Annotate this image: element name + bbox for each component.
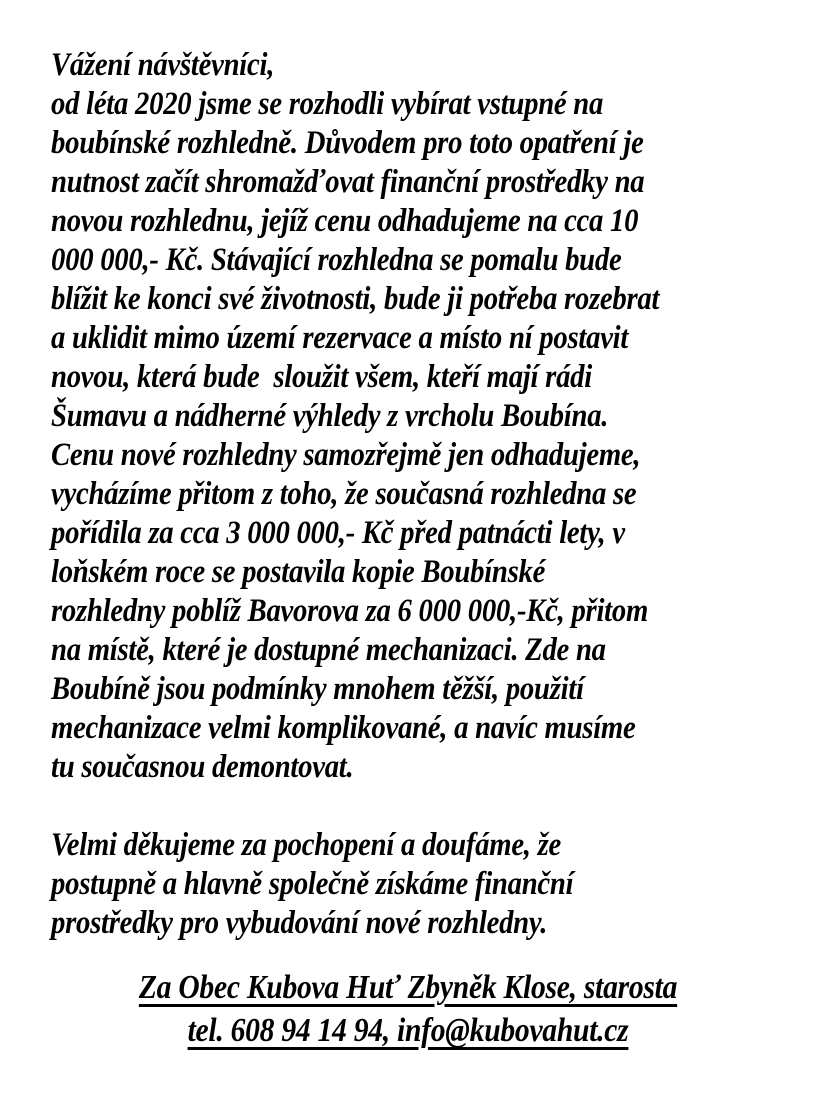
body-text-line: 000 000,- Kč. Stávající rozhledna se pomalu bude: [51, 242, 622, 278]
body-text-line: Šumavu a nádherné výhledy z vrcholu Boubína.: [51, 398, 609, 434]
body-text-line: nutnost začít shromažďovat finanční prostředky na: [51, 164, 645, 200]
signature-line: Za Obec Kubova Huť Zbyněk Klose, starosta: [138, 969, 678, 1006]
body-text-line: novou rozhlednu, jejíž cenu odhadujeme na cca 10: [51, 203, 639, 239]
body-text-line: mechanizace velmi komplikované, a navíc musíme: [51, 710, 636, 746]
body-text-line: od léta 2020 jsme se rozhodli vybírat vstupné na: [51, 86, 604, 122]
body-text-line: loňském roce se postavila kopie Boubínské: [51, 554, 546, 590]
body-text-line: prostředky pro vybudování nové rozhledny.: [51, 905, 548, 941]
body-text-line: Velmi děkujeme za pochopení a doufáme, že: [51, 827, 562, 863]
body-text-line: postupně a hlavně společně získáme finanční: [51, 866, 574, 902]
signature-contact-line: tel. 608 94 14 94, info@kubovahut.cz: [187, 1012, 629, 1049]
body-text-line: rozhledny poblíž Bavorova za 6 000 000,-Kč, přitom: [51, 593, 649, 629]
letter-body: [51, 46, 716, 943]
body-text-line: a uklidit mimo území rezervace a místo ní postavit: [51, 320, 629, 356]
body-text-line: pořídila za cca 3 000 000,- Kč před patnácti lety, v: [51, 515, 625, 551]
body-text-line: Vážení návštěvníci,: [51, 47, 275, 83]
body-text-line: tu současnou demontovat.: [51, 749, 354, 785]
paragraph-main: [51, 46, 716, 787]
body-text-line: na místě, které je dostupné mechanizaci. Zde na: [51, 632, 606, 668]
body-text-line: Boubíně jsou podmínky mnohem těžší, použití: [51, 671, 584, 707]
body-text-line: vycházíme přitom z toho, že současná rozhledna se: [51, 476, 637, 512]
body-text-line: blížit ke konci své životnosti, bude ji potřeba rozebrat: [51, 281, 660, 317]
signature-block: [53, 966, 763, 1052]
paragraph-thanks: [51, 826, 716, 943]
body-text-line: novou, která bude sloužit všem, kteří mají rádi: [51, 359, 592, 395]
body-text-line: Cenu nové rozhledny samozřejmě jen odhadujeme,: [51, 437, 641, 473]
body-text-line: boubínské rozhledně. Důvodem pro toto opatření je: [51, 125, 644, 161]
